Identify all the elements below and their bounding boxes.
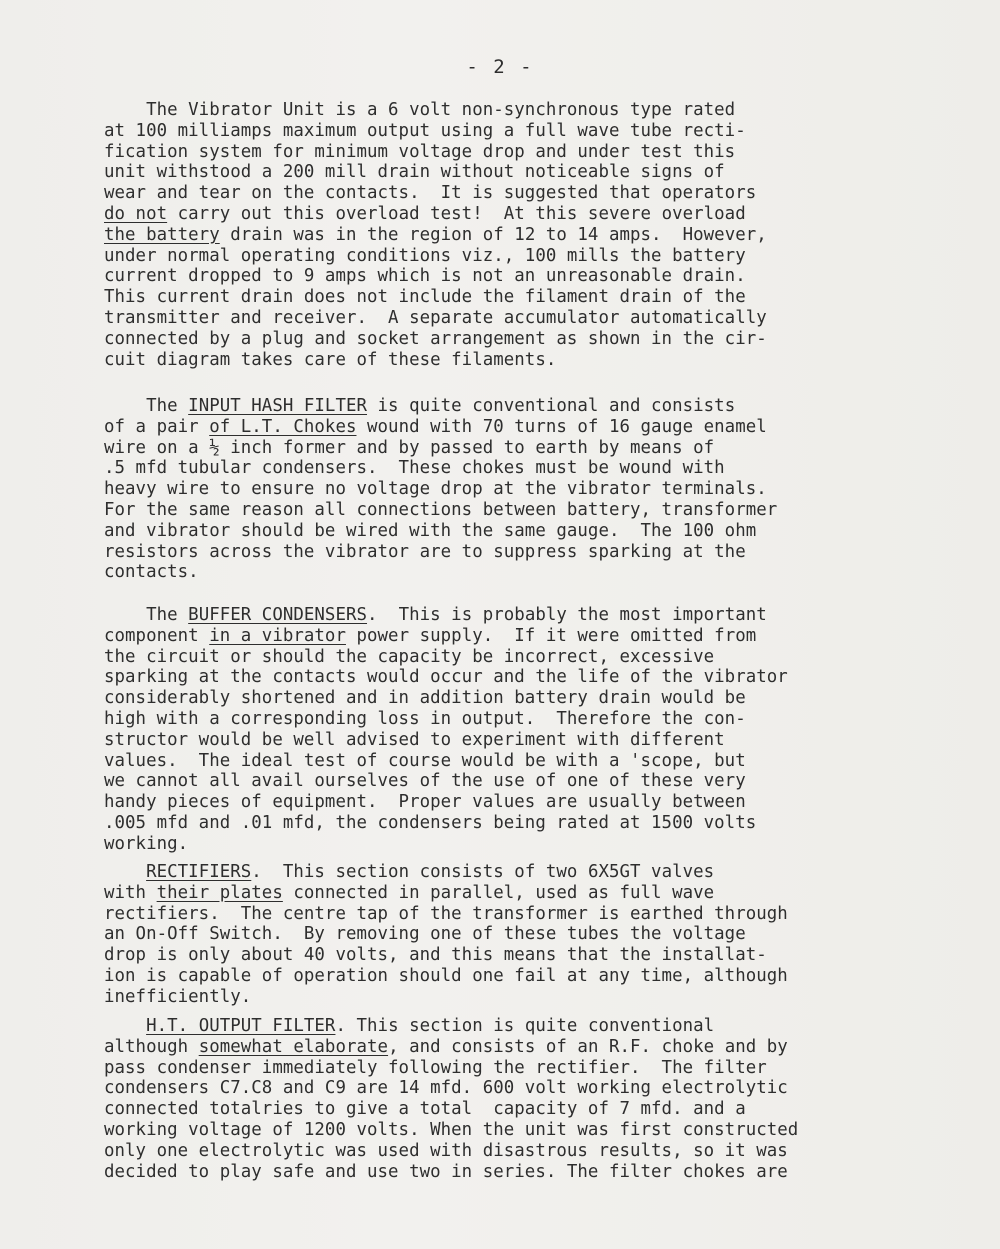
text-line: This current drain does not include the filament drain of the [104, 287, 746, 308]
text-line: The INPUT HASH FILTER is quite conventional and consists [104, 396, 736, 416]
underlined-text: somewhat elaborate [198, 1036, 389, 1057]
text-line: structor would be well advised to experiment with different [104, 729, 725, 750]
text-line: .005 mfd and .01 mfd, the condensers being rated at 1500 volts [104, 812, 757, 833]
text-line: The Vibrator Unit is a 6 volt non-synchronous type rated [104, 100, 736, 120]
text-line: at 100 milliamps maximum output using a full wave tube recti- [104, 120, 746, 141]
text-line: handy pieces of equipment. Proper values are usually between [104, 792, 746, 813]
text-line: working voltage of 1200 volts. When the unit was first constructed [104, 1119, 799, 1140]
text-line: wire on a ½ inch former and by passed to earth by means of [104, 437, 715, 458]
text-line: unit withstood a 200 mill drain without noticeable signs of [104, 162, 725, 183]
text-line: considerably shortened and in addition battery drain would be [104, 688, 746, 709]
text-line: connected totalries to give a total capacity of 7 mfd. and a [104, 1099, 746, 1120]
underlined-text: of L.T. Chokes [209, 416, 357, 437]
text-line: condensers C7.C8 and C9 are 14 mfd. 600 volt working electrolytic [104, 1078, 788, 1099]
paragraph-input-hash-filter [104, 396, 954, 583]
text-line: with their plates connected in parallel, used as full wave [104, 882, 715, 903]
text-line: H.T. OUTPUT FILTER. This section is quite conventional [146, 1016, 715, 1036]
text-line: wear and tear on the contacts. It is suggested that operators [104, 183, 757, 204]
text-line: high with a corresponding loss in output. Therefore the con- [104, 708, 746, 729]
text-line: values. The ideal test of course would be with a 'scope, but [104, 750, 746, 771]
text-line: heavy wire to ensure no voltage drop at the vibrator terminals. [104, 479, 767, 500]
text-line: although somewhat elaborate, and consists of an R.F. choke and by [104, 1036, 788, 1057]
text-line: of a pair of L.T. Chokes wound with 70 turns of 16 gauge enamel [104, 416, 767, 437]
underlined-text: RECTIFIERS [146, 862, 252, 882]
text-line: pass condenser immediately following the rectifier. The filter [104, 1057, 767, 1078]
text-line: inefficiently. [104, 986, 252, 1007]
text-line: component in a vibrator power supply. If it were omitted from [104, 625, 757, 646]
underlined-text: H.T. OUTPUT FILTER [146, 1016, 336, 1036]
text-line: For the same reason all connections between battery, transformer [104, 499, 778, 520]
text-line: under normal operating conditions viz., 100 mills the battery [104, 245, 746, 266]
text-line: connected by a plug and socket arrangement as shown in the cir- [104, 328, 767, 349]
underlined-text: their plates [156, 882, 283, 903]
underlined-text: INPUT HASH FILTER [188, 396, 368, 416]
underlined-text: in a vibrator [209, 625, 346, 646]
text-line: RECTIFIERS. This section consists of two 6X5GT valves [146, 862, 715, 882]
underlined-text: BUFFER CONDENSERS [188, 605, 368, 625]
text-line: The BUFFER CONDENSERS. This is probably the most important [104, 605, 767, 625]
underlined-text: the battery [104, 224, 220, 245]
text-line: resistors across the vibrator are to suppress sparking at the [104, 541, 746, 562]
text-line: only one electrolytic was used with disastrous results, so it was [104, 1140, 788, 1161]
underlined-text: do not [104, 203, 168, 224]
text-line: current dropped to 9 amps which is not an unreasonable drain. [104, 266, 746, 287]
text-line: an On-Off Switch. By removing one of these tubes the voltage [104, 924, 746, 945]
text-line: fication system for minimum voltage drop and under test this [104, 141, 736, 162]
text-line: working. [104, 833, 189, 854]
text-line: cuit diagram takes care of these filaments. [104, 349, 557, 370]
text-line: ion is capable of operation should one fail at any time, although [104, 965, 788, 986]
text-line: transmitter and receiver. A separate accumulator automatically [104, 307, 767, 328]
text-line: and vibrator should be wired with the same gauge. The 100 ohm [104, 520, 757, 541]
text-line: the circuit or should the capacity be incorrect, excessive [104, 646, 715, 667]
text-line: we cannot all avail ourselves of the use of one of these very [104, 771, 746, 792]
text-line: rectifiers. The centre tap of the transformer is earthed through [104, 903, 788, 924]
paragraph-buffer-condensers [104, 605, 954, 855]
text-line: .5 mfd tubular condensers. These chokes must be wound with [104, 458, 725, 479]
text-line: do not carry out this overload test! At this severe overload [104, 203, 746, 224]
paragraph-vibrator-unit [104, 100, 954, 370]
text-line: sparking at the contacts would occur and the life of the vibrator [104, 667, 788, 688]
text-line: decided to play safe and use two in series. The filter chokes are [104, 1161, 788, 1182]
page-number: - 2 - [466, 56, 534, 78]
paragraph-ht-output-filter [104, 1016, 954, 1182]
text-line: the battery drain was in the region of 12 to 14 amps. However, [104, 224, 767, 245]
text-line: contacts. [104, 562, 199, 583]
text-line: drop is only about 40 volts, and this means that the installat- [104, 945, 767, 966]
paragraph-rectifiers [104, 862, 954, 1008]
